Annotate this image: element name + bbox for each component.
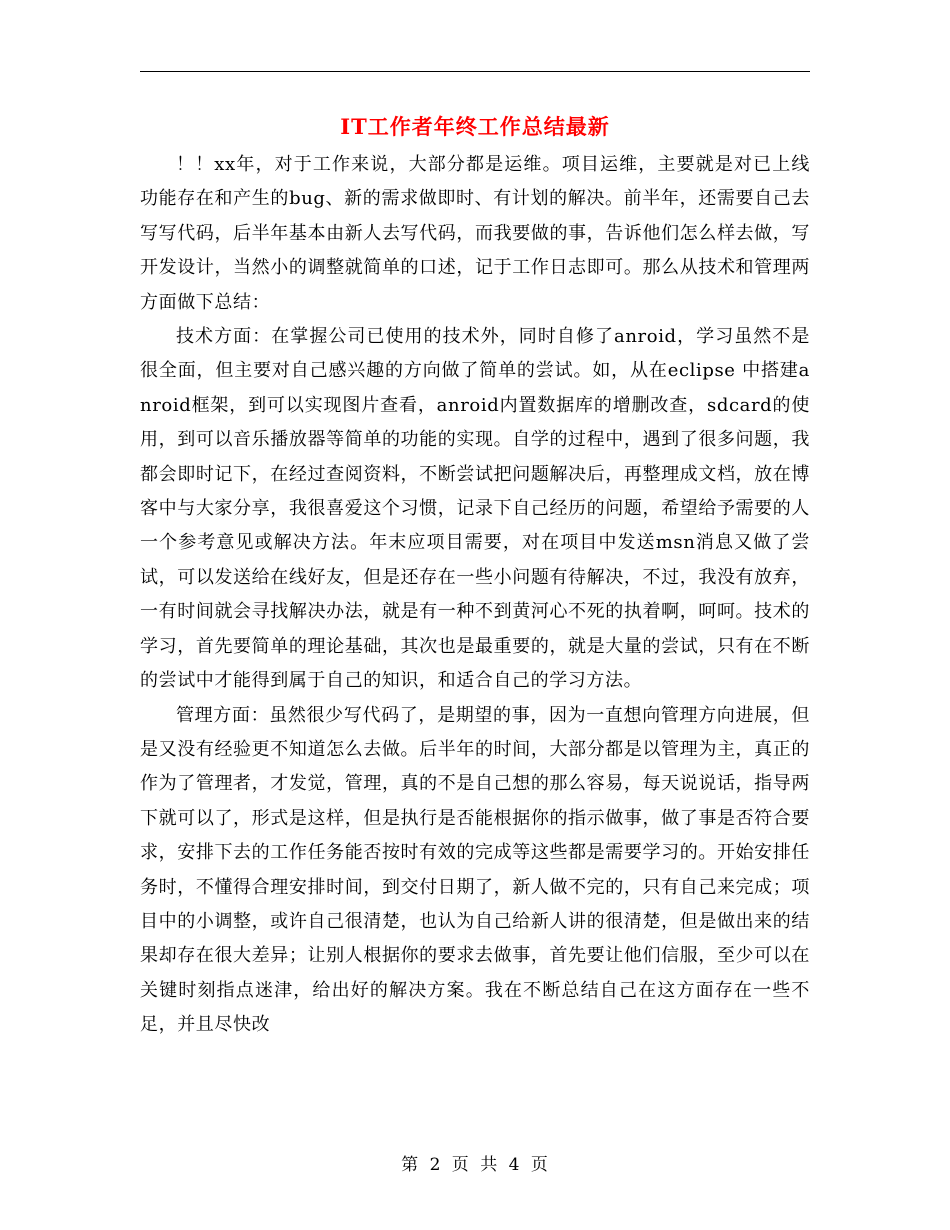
paragraph-intro: ！！xx年，对于工作来说，大部分都是运维。项目运维，主要就是对已上线功能存在和产生的bug、新的需求做即时、有计划的解决。前半年，还需要自己去写写代码，后半年基本由新人去写代码，而我要做的事，告诉他们怎么样去做，写开发设计，当然小的调整就简单的口述，记于工作日志即可。那么从技术和管理两方面做下总结： [140, 154, 810, 313]
page-number-footer: 第 2 页 共 4 页 [401, 1155, 549, 1175]
document-body [140, 148, 810, 1043]
header-rule [140, 71, 810, 72]
paragraph-management: 管理方面：虽然很少写代码了，是期望的事，因为一直想向管理方向进展，但是又没有经验更不知道怎么去做。后半年的时间，大部分都是以管理为主，真正的作为了管理者，才发觉，管理，真的不是自己想的那么容易，每天说说话，指导两下就可以了，形式是这样，但是执行是否能根据你的指示做事，做了事是否符合要求，安排下去的工作任务能否按时有效的完成等这些都是需要学习的。开始安排任务时，不懂得合理安排时间，到交付日期了，新人做不完的，只有自己来完成；项目中的小调整，或许自己很清楚，也认为自己给新人讲的很清楚，但是做出来的结果却存在很大差异；让别人根据你的要求去做事，首先要让他们信服，至少可以在关键时刻指点迷津，给出好的解决方案。我在不断总结自己在这方面存在一些不足，并且尽快改 [140, 704, 810, 1036]
paragraph-technology: 技术方面：在掌握公司已使用的技术外，同时自修了anroid，学习虽然不是很全面，但主要对自己感兴趣的方向做了简单的尝试。如，从在eclipse 中搭建anroid框架，到可以实现图片查看，anroid内置数据库的增删改查，sdcard的使用，到可以音乐播放器等简单的功能的实现。自学的过程中，遇到了很多问题，我都会即时记下，在经过查阅资料，不断尝试把问题解决后，再整理成文档，放在博客中与大家分享，我很喜爱这个习惯，记录下自己经历的问题，希望给予需要的人一个参考意见或解决方法。年末应项目需要，对在项目中发送msn消息又做了尝试，可以发送给在线好友，但是还存在一些小问题有待解决，不过，我没有放弃，一有时间就会寻找解决办法，就是有一种不到黄河心不死的执着啊，呵呵。技术的学习，首先要简单的理论基础，其次也是最重要的，就是大量的尝试，只有在不断的尝试中才能得到属于自己的知识，和适合自己的学习方法。 [140, 326, 810, 692]
document-title: IT工作者年终工作总结最新 [340, 114, 610, 139]
